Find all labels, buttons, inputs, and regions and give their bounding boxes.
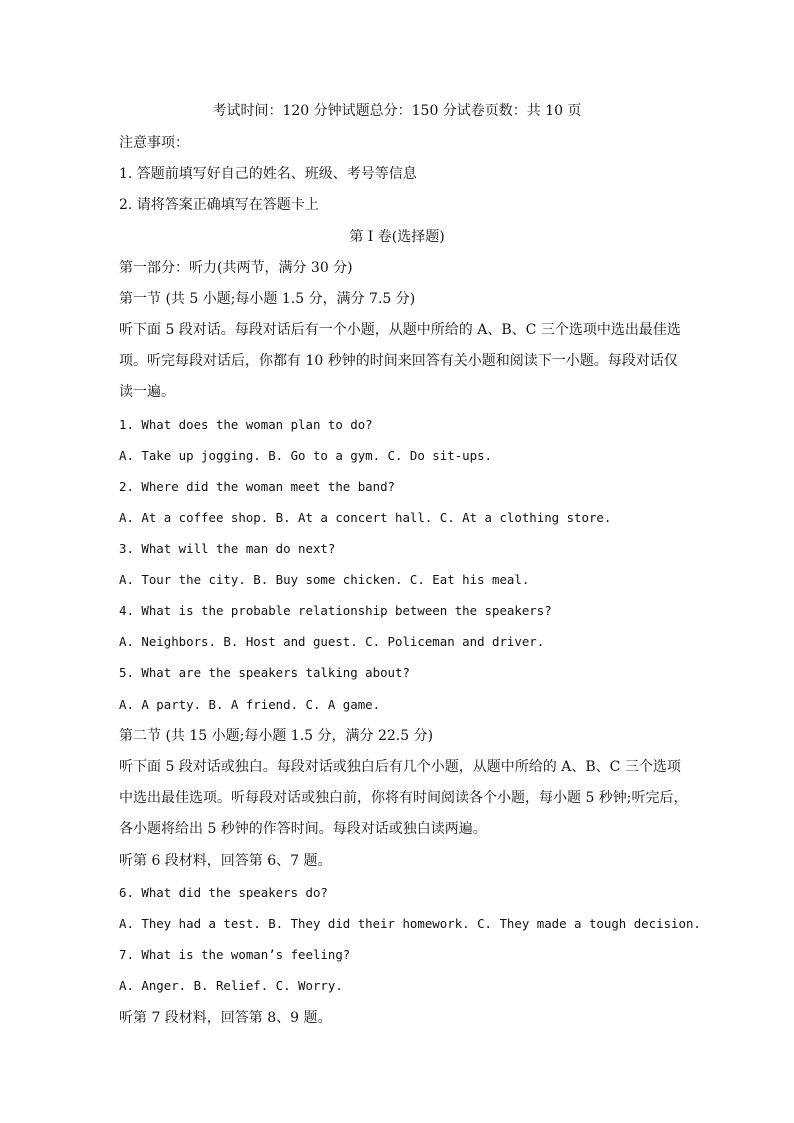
material-6-heading: 听第 6 段材料，回答第 6、7 题。 (119, 853, 332, 869)
notice-item-1: 1. 答题前填写好自己的姓名、班级、考号等信息 (119, 166, 417, 182)
question-3-options: A. Tour the city. B. Buy some chicken. C. Eat his meal. (119, 572, 530, 587)
question-2-options: A. At a coffee shop. B. At a concert hall. C. At a clothing store. (119, 510, 612, 525)
section2-instruction-line-2: 中选出最佳选项。听每段对话或独白前，你将有时间阅读各个小题，每小题 5 秒钟;听完后， (119, 790, 688, 806)
notice-item-2: 2. 请将答案正确填写在答题卡上 (119, 197, 319, 213)
exam-info-header: 考试时间：120 分钟试题总分：150 分试卷页数：共 10 页 (212, 103, 582, 119)
question-5: 5. What are the speakers talking about? (119, 665, 410, 680)
question-7: 7. What is the woman’s feeling? (119, 947, 351, 962)
question-4: 4. What is the probable relationship between the speakers? (119, 603, 552, 618)
question-3: 3. What will the man do next? (119, 541, 336, 556)
part1-title: 第一部分：听力(共两节，满分 30 分) (119, 260, 353, 276)
section2-title: 第二节 (共 15 小题;每小题 1.5 分，满分 22.5 分) (119, 728, 434, 744)
section2-instruction-line-3: 各小题将给出 5 秒钟的作答时间。每段对话或独白读两遍。 (119, 821, 487, 837)
question-1-options: A. Take up jogging. B. Go to a gym. C. Do sit-ups. (119, 448, 492, 463)
volume-title: 第 I 卷(选择题) (349, 229, 445, 245)
section1-instruction-line-2: 项。听完每段对话后，你都有 10 秒钟的时间来回答有关小题和阅读下一小题。每段对话仅 (119, 353, 678, 369)
notice-title: 注意事项： (119, 135, 189, 151)
question-2: 2. Where did the woman meet the band? (119, 479, 396, 494)
question-4-options: A. Neighbors. B. Host and guest. C. Policeman and driver. (119, 634, 545, 649)
section2-instruction-line-1: 听下面 5 段对话或独白。每段对话或独白后有几个小题，从题中所给的 A、B、C 三个选项 (119, 759, 681, 775)
question-5-options: A. A party. B. A friend. C. A game. (119, 697, 381, 712)
question-6: 6. What did the speakers do? (119, 885, 328, 900)
question-7-options: A. Anger. B. Relief. C. Worry. (119, 978, 343, 993)
section1-instruction-line-3: 读一遍。 (119, 384, 175, 400)
section1-title: 第一节 (共 5 小题;每小题 1.5 分，满分 7.5 分) (119, 291, 416, 307)
material-7-heading: 听第 7 段材料，回答第 8、9 题。 (119, 1010, 332, 1026)
question-1: 1. What does the woman plan to do? (119, 417, 373, 432)
section1-instruction-line-1: 听下面 5 段对话。每段对话后有一个小题，从题中所给的 A、B、C 三个选项中选出最佳选 (119, 322, 681, 338)
question-6-options: A. They had a test. B. They did their homework. C. They made a tough decision. (119, 916, 701, 931)
